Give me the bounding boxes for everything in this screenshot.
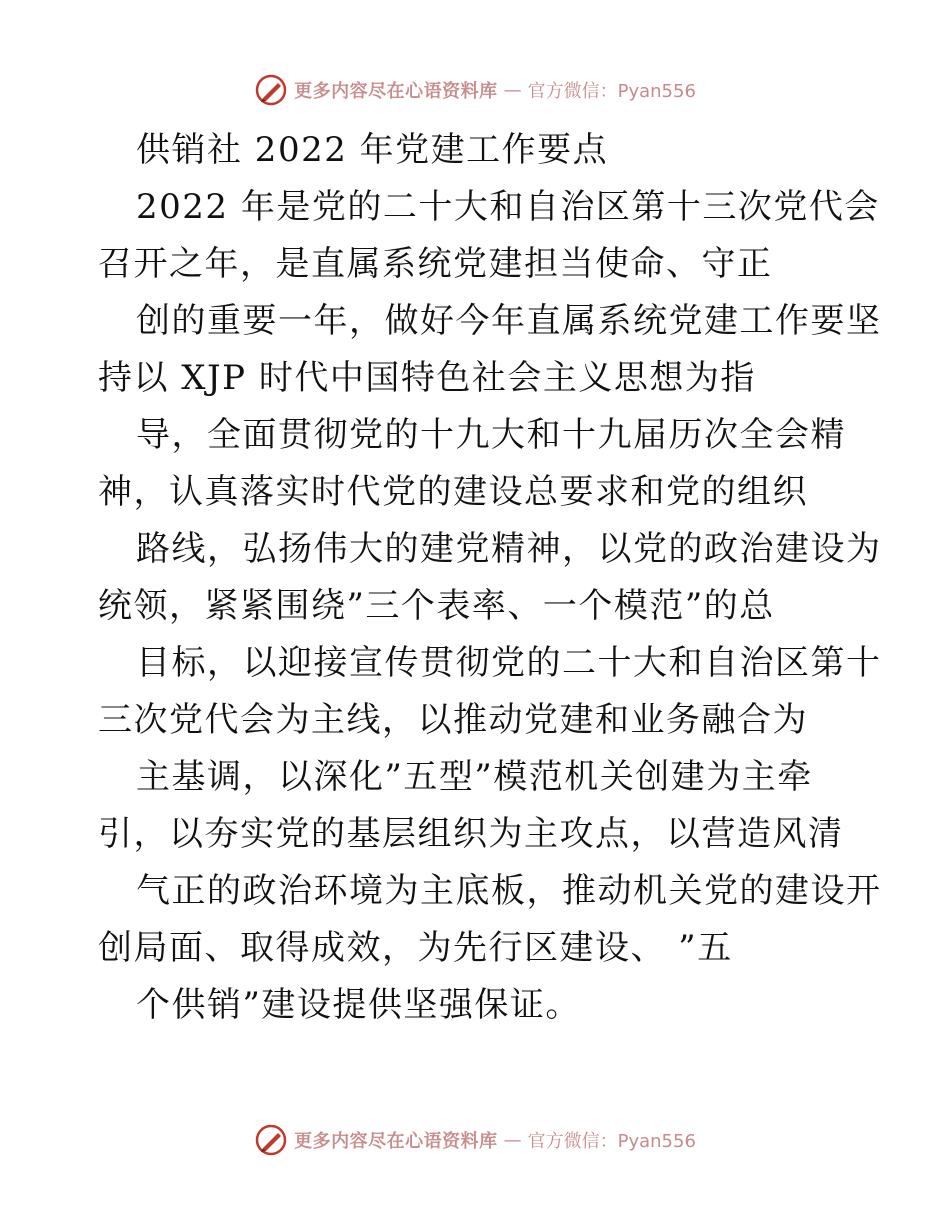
document-line: 个供销”建设提供坚强保证。	[136, 985, 581, 1025]
document-line: 神，认真落实时代党的建设总要求和党的组织	[98, 472, 808, 512]
pen-circle-logo-icon	[254, 1123, 288, 1157]
watermark-separator: —	[503, 1129, 522, 1151]
document-line: 引，以夯实党的基层组织为主攻点，以营造风清	[98, 814, 844, 854]
header-watermark	[0, 70, 950, 110]
document-line: 目标，以迎接宣传贯彻党的二十大和自治区第十	[136, 643, 882, 683]
document-line: 供销社 2022 年党建工作要点	[136, 130, 609, 170]
watermark-site-text: 更多内容尽在心语资料库	[294, 1131, 498, 1152]
document-line: 持以 XJP 时代中国特色社会主义思想为指	[98, 358, 756, 398]
watermark-site-text: 更多内容尽在心语资料库	[294, 81, 498, 102]
watermark-wechat-text: 官方微信：Pyan556	[527, 81, 696, 102]
document-line: 导，全面贯彻党的十九大和十九届历次全会精	[136, 415, 846, 455]
watermark-separator: —	[503, 79, 522, 101]
pen-circle-logo-icon	[254, 73, 288, 107]
document-line: 创局面、取得成效，为先行区建设、 ”五	[98, 928, 733, 968]
document-line: 主基调，以深化”五型”模范机关创建为主牵	[136, 757, 813, 797]
document-line: 统领，紧紧围绕”三个表率、一个模范”的总	[98, 586, 775, 626]
document-line: 2022 年是党的二十大和自治区第十三次党代会	[136, 187, 880, 227]
footer-watermark	[0, 1120, 950, 1160]
document-line: 创的重要一年，做好今年直属系统党建工作要坚	[136, 301, 882, 341]
watermark-wechat-text: 官方微信：Pyan556	[527, 1131, 696, 1152]
document-line: 三次党代会为主线，以推动党建和业务融合为	[98, 700, 808, 740]
document-line: 路线，弘扬伟大的建党精神，以党的政治建设为	[136, 529, 882, 569]
document-line: 气正的政治环境为主底板，推动机关党的建设开	[136, 871, 882, 911]
document-body	[98, 122, 882, 1034]
document-line: 召开之年，是直属系统党建担当使命、守正	[98, 244, 773, 284]
